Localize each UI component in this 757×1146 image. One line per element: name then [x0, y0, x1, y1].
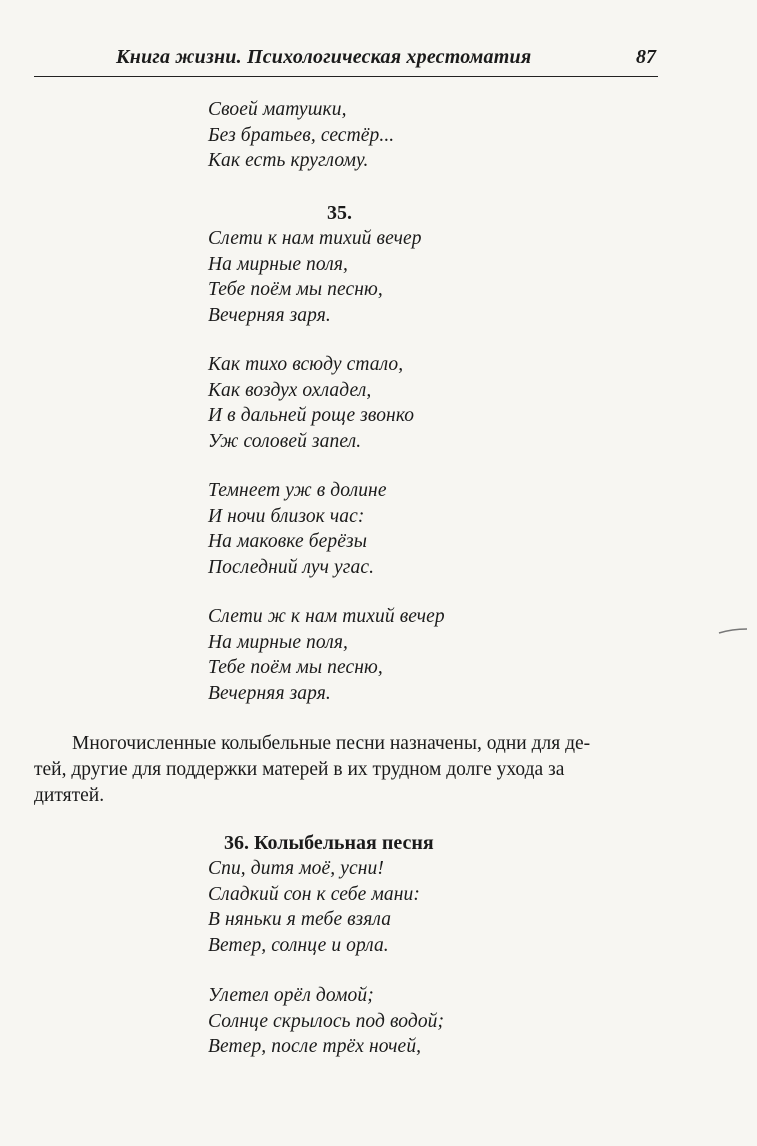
poem-line: Как есть круглому. — [208, 150, 369, 171]
poem-35-stanza-2 — [208, 352, 414, 454]
poem-35-stanza-4 — [208, 604, 445, 706]
poem-line: На мирные поля, — [208, 253, 349, 275]
running-header — [36, 46, 656, 76]
poem-line: Своей матушки, — [208, 99, 347, 120]
poem-line: Улетел орёл домой; — [208, 985, 374, 1006]
poem-34-ending — [208, 97, 394, 174]
prose-line: дитятей. — [34, 785, 105, 806]
poem-line: И в дальней роще звонко — [208, 405, 415, 426]
poem-line: В няньки я тебе взяла — [208, 909, 392, 930]
poem-line: И ночи близок час: — [208, 505, 365, 527]
poem-line: Темнеет уж в долине — [208, 480, 387, 501]
prose-line: тей, другие для поддержки матерей в их трудном долге ухода за — [34, 759, 565, 780]
poem-36-heading: 36. Колыбельная песня — [224, 832, 434, 854]
header-rule — [34, 76, 658, 77]
poem-line: Уж соловей запел. — [208, 430, 362, 452]
running-title: Книга жизни. Психологическая хрестоматия — [116, 46, 532, 68]
poem-line: Слети к нам тихий вечер — [208, 228, 422, 249]
poem-36-stanza-1 — [208, 856, 420, 958]
stray-pen-mark — [718, 628, 748, 634]
poem-line: Сладкий сон к себе мани: — [208, 883, 420, 905]
poem-line: Без братьев, сестёр... — [208, 124, 395, 146]
poem-line: Вечерняя заря. — [208, 682, 331, 704]
page-number: 87 — [636, 46, 656, 68]
poem-line: Последний луч угас. — [208, 556, 375, 578]
poem-line: На маковке берёзы — [208, 531, 368, 552]
poem-line: Слети ж к нам тихий вечер — [208, 606, 445, 627]
poem-36-stanza-2 — [208, 983, 444, 1060]
poem-35-heading: 35. — [327, 202, 352, 224]
poem-line: Тебе поём мы песню, — [208, 657, 383, 678]
poem-line: Вечерняя заря. — [208, 304, 331, 326]
poem-35-stanza-3 — [208, 478, 387, 580]
poem-line: Ветер, солнце и орла. — [208, 934, 389, 956]
poem-35-stanza-1 — [208, 226, 422, 328]
poem-line: Ветер, после трёх ночей, — [208, 1036, 422, 1057]
poem-line: Спи, дитя моё, усни! — [208, 858, 384, 879]
poem-line: Солнце скрылось под водой; — [208, 1010, 445, 1032]
poem-line: На мирные поля, — [208, 631, 349, 653]
poem-line: Как тихо всюду стало, — [208, 354, 404, 375]
prose-paragraph — [34, 731, 662, 809]
poem-line: Тебе поём мы песню, — [208, 279, 383, 300]
poem-line: Как воздух охладел, — [208, 379, 372, 401]
prose-line: Многочисленные колыбельные песни назначены, одни для де- — [72, 733, 591, 754]
